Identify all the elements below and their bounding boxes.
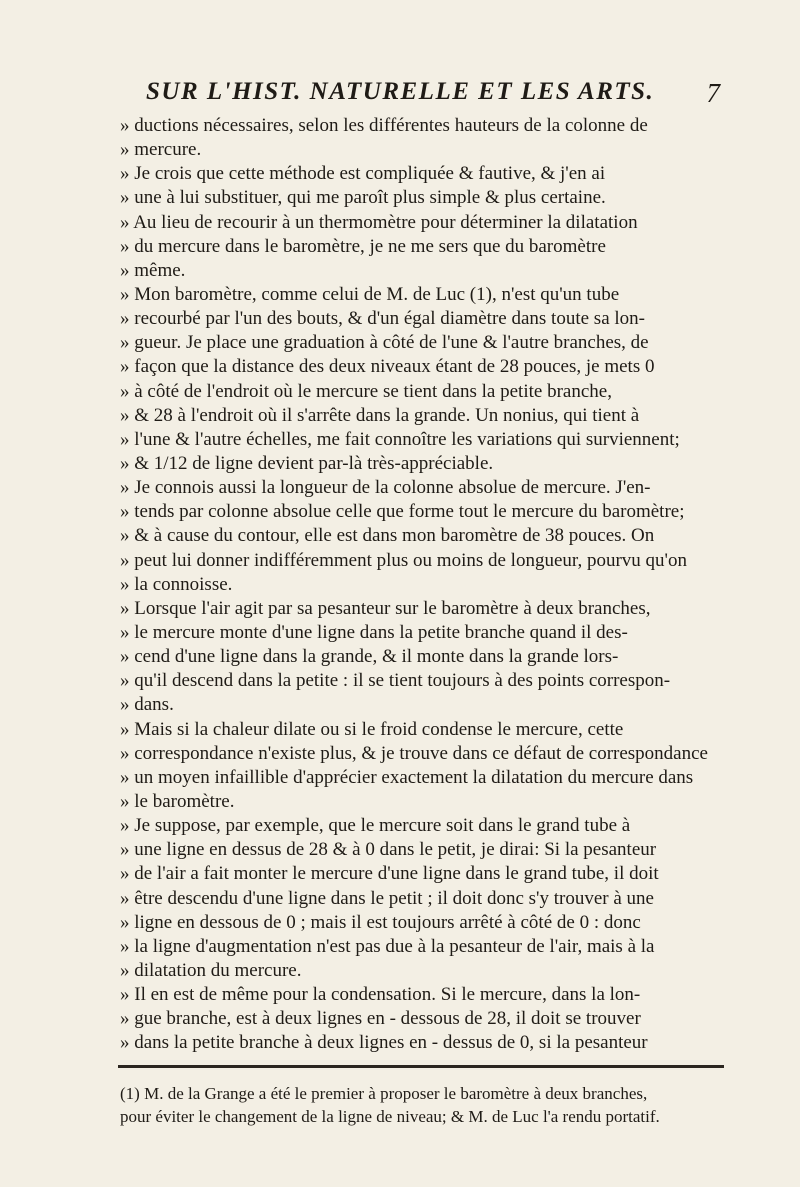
text-line: » Je crois que cette méthode est compliquée & fautive, & j'en ai	[120, 163, 606, 185]
text-line: » Je suppose, par exemple, que le mercure soit dans le grand tube à	[120, 815, 631, 837]
body-text	[120, 114, 725, 1055]
text-line: » le mercure monte d'une ligne dans la petite branche quand il des-	[120, 621, 628, 643]
text-line: » l'une & l'autre échelles, me fait connoître les variations qui surviennent;	[120, 428, 680, 450]
text-line: » même.	[120, 259, 186, 281]
text-line: » gueur. Je place une graduation à côté de l'une & l'autre branches, de	[120, 332, 649, 354]
text-line: » correspondance n'existe plus, & je trouve dans ce défaut de correspondance	[120, 742, 708, 764]
page-header	[120, 78, 720, 112]
text-line: » dans.	[120, 694, 174, 716]
text-line: » Mais si la chaleur dilate ou si le froid condense le mercure, cette	[120, 718, 624, 740]
footnote	[120, 1082, 725, 1128]
text-line: » ductions nécessaires, selon les différentes hauteurs de la colonne de	[120, 115, 648, 136]
text-line: » du mercure dans le baromètre, je ne me sers que du baromètre	[120, 235, 606, 257]
text-line: » Mon baromètre, comme celui de M. de Luc (1), n'est qu'un tube	[120, 283, 620, 305]
text-line: » cend d'une ligne dans la grande, & il monte dans la grande lors-	[120, 646, 619, 668]
text-line: » Lorsque l'air agit par sa pesanteur sur le baromètre à deux branches,	[120, 597, 651, 619]
text-line: » peut lui donner indifféremment plus ou moins de longueur, pourvu qu'on	[120, 549, 687, 571]
text-line: » & 28 à l'endroit où il s'arrête dans la grande. Un nonius, qui tient à	[120, 404, 640, 426]
text-line: » dilatation du mercure.	[120, 959, 302, 981]
text-line: » mercure.	[120, 139, 202, 161]
text-line: » ligne en dessous de 0 ; mais il est toujours arrêté à côté de 0 : donc	[120, 911, 641, 933]
text-line: » & à cause du contour, elle est dans mon baromètre de 38 pouces. On	[120, 525, 655, 547]
text-line: » & 1/12 de ligne devient par-là très-appréciable.	[120, 452, 494, 474]
text-line: » à côté de l'endroit où le mercure se tient dans la petite branche,	[120, 380, 612, 402]
text-line: » tends par colonne absolue celle que forme tout le mercure du baromètre;	[120, 501, 685, 523]
text-line: » la ligne d'augmentation n'est pas due à la pesanteur de l'air, mais à la	[120, 935, 655, 957]
footnote-rule	[118, 1065, 724, 1068]
text-line: » Je connois aussi la longueur de la colonne absolue de mercure. J'en-	[120, 477, 651, 499]
text-line: » le baromètre.	[120, 790, 235, 812]
text-line: » façon que la distance des deux niveaux étant de 28 pouces, je mets 0	[120, 356, 655, 378]
running-head: SUR L'HIST. NATURELLE ET LES ARTS.	[146, 78, 655, 105]
text-line: » la connoisse.	[120, 573, 233, 595]
text-line: » recourbé par l'un des bouts, & d'un égal diamètre dans toute sa lon-	[120, 308, 645, 330]
text-line: » gue branche, est à deux lignes en - dessous de 28, il doit se trouver	[120, 1008, 641, 1030]
text-line: » dans la petite branche à deux lignes en - dessus de 0, si la pesanteur	[120, 1032, 648, 1054]
footnote-line: pour éviter le changement de la ligne de niveau; & M. de Luc l'a rendu portatif.	[120, 1107, 660, 1126]
text-line: » qu'il descend dans la petite : il se tient toujours à des points correspon-	[120, 670, 671, 692]
text-line: » une ligne en dessus de 28 & à 0 dans le petit, je dirai: Si la pesanteur	[120, 839, 657, 861]
text-line: » Il en est de même pour la condensation. Si le mercure, dans la lon-	[120, 984, 641, 1006]
text-line: » de l'air a fait monter le mercure d'une ligne dans le grand tube, il doit	[120, 863, 659, 885]
footnote-line: (1) M. de la Grange a été le premier à proposer le baromètre à deux branches,	[120, 1084, 648, 1103]
text-line: » une à lui substituer, qui me paroît plus simple & plus certaine.	[120, 187, 606, 209]
text-line: » Au lieu de recourir à un thermomètre pour déterminer la dilatation	[120, 211, 638, 233]
page-number: 7	[706, 78, 720, 108]
text-line: » être descendu d'une ligne dans le petit ; il doit donc s'y trouver à une	[120, 887, 654, 909]
text-line: » un moyen infaillible d'apprécier exactement la dilatation du mercure dans	[120, 766, 694, 788]
